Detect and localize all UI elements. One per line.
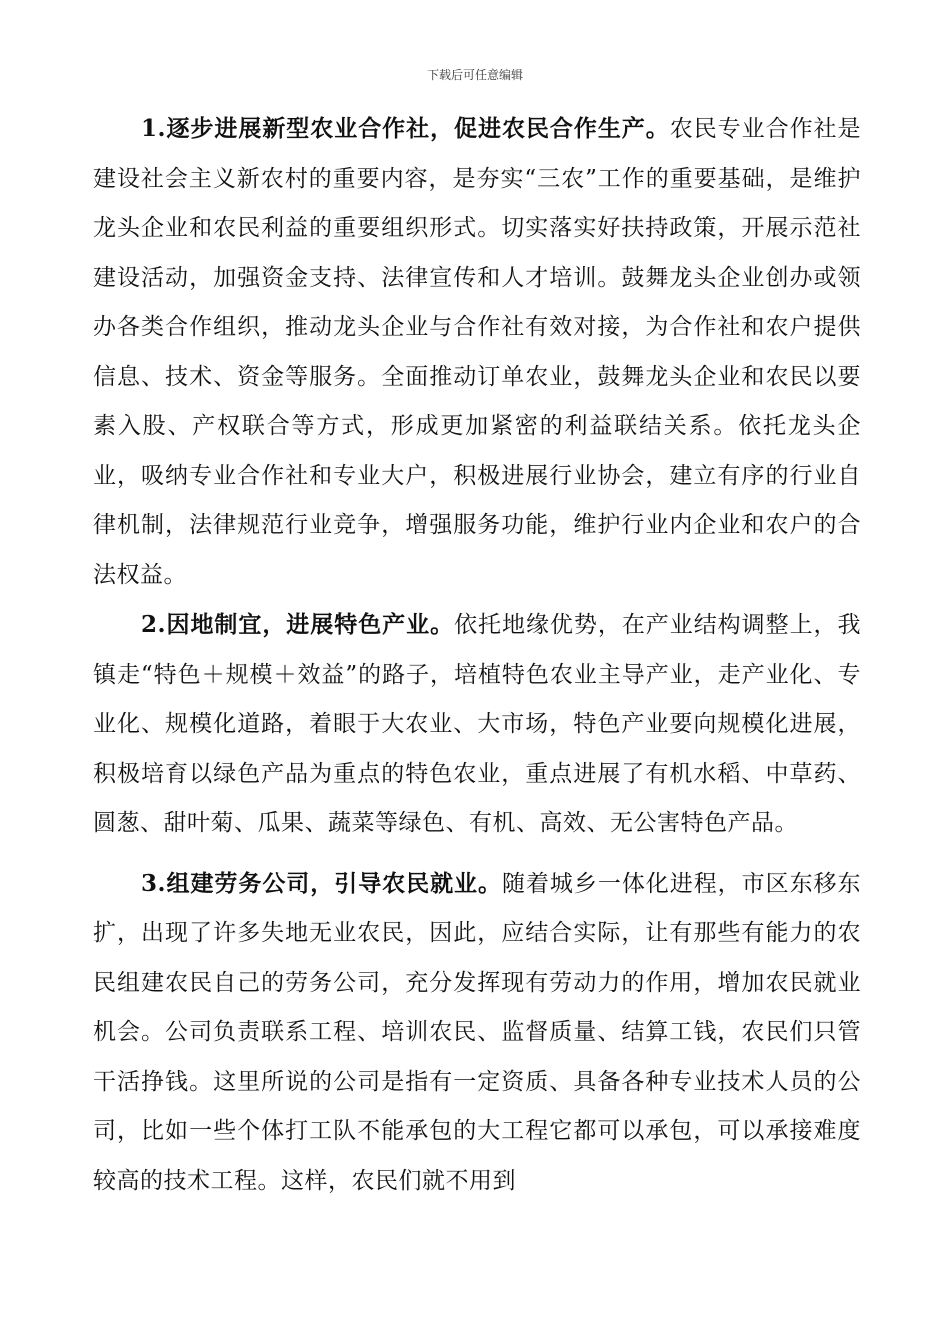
paragraph-cooperatives: [93, 104, 861, 600]
paragraph-text: 农民专业合作社是建设社会主义新农村的重要内容，是夯实“三农”工作的重要基础，是维护龙头企业和农民利益的重要组织形式。切实落实好扶持政策，开展示范社建设活动，加强资金支持、法律宣传和人才培训。鼓舞龙头企业创办或领办各类合作组织，推动龙头企业与合作社有效对接，为合作社和农户提供信息、技术、资金等服务。全面推动订单农业，鼓舞龙头企业和农民以要素入股、产权联合等方式，形成更加紧密的利益联结关系。依托龙头企业，吸纳专业合作社和专业大户，积极进展行业协会，建立有序的行业自律机制，法律规范行业竞争，增强服务功能，维护行业内企业和农户的合法权益。: [93, 116, 862, 588]
paragraph-text: 随着城乡一体化进程，市区东移东扩，出现了许多失地无业农民，因此，应结合实际，让有那些有能力的农民组建农民自己的劳务公司，充分发挥现有劳动力的作用，增加农民就业机会。公司负责联系工程、培训农民、监督质量、结算工钱，农民们只管干活挣钱。这里所说的公司是指有一定资质、具备各种专业技术人员的公司，比如一些个体打工队不能承包的大工程它都可以承包，可以承接难度较高的技术工程。这样，农民们就不用到: [93, 870, 862, 1194]
document-body: [93, 104, 861, 1206]
paragraph-heading: 3.组建劳务公司，引导农民就业。: [141, 869, 502, 897]
paragraph-special-industries: [93, 600, 861, 849]
paragraph-heading: 1.逐步进展新型农业合作社，促进农民合作生产。: [141, 115, 670, 142]
page-header: 下载后可任意编辑: [426, 68, 523, 82]
paragraph-labor-company: [93, 859, 861, 1207]
paragraph-text: 依托地缘优势，在产业结构调整上，我镇走“特色＋规模＋效益”的路子，培植特色农业主导产业，走产业化、专业化、规模化道路，着眼于大农业、大市场，特色产业要向规模化进展，积极培育以绿色产品为重点的特色农业，重点进展了有机水稻、中草药、圆葱、甜叶菊、瓜果、蔬菜等绿色、有机、高效、无公害特色产品。: [93, 612, 862, 836]
paragraph-heading: 2.因地制宜，进展特色产业。: [141, 611, 455, 638]
